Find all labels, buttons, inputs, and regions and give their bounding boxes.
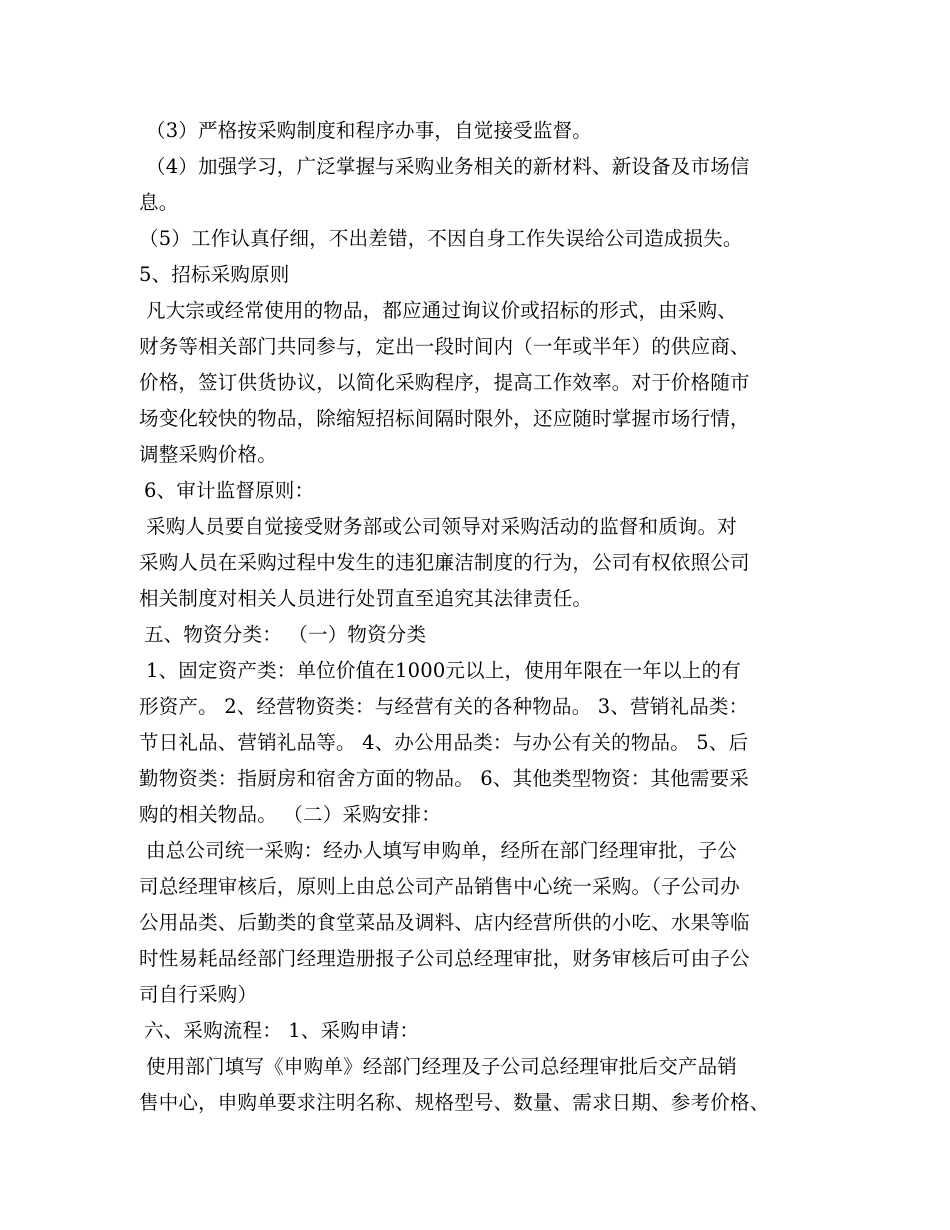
text-line: 司自行采购） — [139, 983, 258, 1006]
text-line: 采购人员要自觉接受财务部或公司领导对采购活动的监督和质询。对 — [146, 515, 738, 538]
text-line: 使用部门填写《申购单》经部门经理及子公司总经理审批后交产品销 — [146, 1055, 738, 1078]
text-line: 售中心，申购单要求注明名称、规格型号、数量、需求日期、参考价格、 — [139, 1091, 770, 1114]
text-line: 节日礼品、营销礼品等。 4、办公用品类：与办公有关的物品。 5、后 — [139, 731, 749, 754]
text-line: 由总公司统一采购：经办人填写申购单，经所在部门经理审批，子公 — [146, 839, 738, 862]
section-heading-procurement-process: 六、采购流程： 1、采购申请： — [144, 1019, 420, 1042]
text-line: 购的相关物品。 （二）采购安排： — [139, 803, 441, 826]
text-line-item-5: （5）工作认真仔细，不出差错，不因自身工作失误给公司造成损失。 — [139, 227, 743, 250]
section-heading-bidding: 5、招标采购原则 — [139, 263, 290, 286]
text-line: 公用品类、后勤类的食堂菜品及调料、店内经营所供的小吃、水果等临 — [139, 911, 750, 934]
text-line: 相关制度对相关人员进行处罚直至追究其法律责任。 — [139, 587, 593, 610]
text-line: 1、固定资产类：单位价值在1000元以上，使用年限在一年以上的有 — [146, 659, 741, 682]
text-line: 财务等相关部门共同参与，定出一段时间内（一年或半年）的供应商、 — [139, 335, 750, 358]
section-heading-materials: 五、物资分类： （一）物资分类 — [144, 623, 427, 646]
text-line: 形资产。 2、经营物资类：与经营有关的各种物品。 3、营销礼品类： — [139, 695, 749, 718]
text-line-item-4: （4）加强学习，广泛掌握与采购业务相关的新材料、新设备及市场信 — [146, 155, 750, 178]
text-line: 凡大宗或经常使用的物品，都应通过询议价或招标的形式，由采购、 — [146, 299, 738, 322]
text-line-item-4-cont: 息。 — [139, 191, 179, 214]
text-line-item-3: （3）严格按采购制度和程序办事，自觉接受监督。 — [146, 119, 593, 142]
text-line: 时性易耗品经部门经理造册报子公司总经理审批，财务审核后可由子公 — [139, 947, 750, 970]
section-heading-audit: 6、审计监督原则： — [144, 479, 315, 502]
text-line: 调整采购价格。 — [139, 443, 277, 466]
text-line: 司总经理审核后，原则上由总公司产品销售中心统一采购。（子公司办 — [139, 875, 740, 898]
text-line: 采购人员在采购过程中发生的违犯廉洁制度的行为，公司有权依照公司 — [139, 551, 750, 574]
text-line: 价格，签订供货协议，以简化采购程序，提高工作效率。对于价格随市 — [139, 371, 750, 394]
text-line: 场变化较快的物品，除缩短招标间隔时限外，还应随时掌握市场行情， — [139, 407, 750, 430]
text-line: 勤物资类：指厨房和宿舍方面的物品。 6、其他类型物资：其他需要采 — [139, 767, 750, 790]
